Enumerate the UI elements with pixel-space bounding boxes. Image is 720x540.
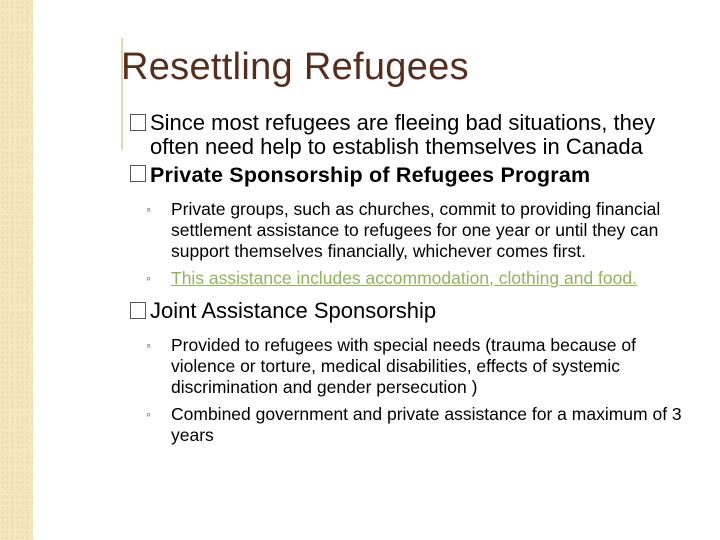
sub-bullet-text: Combined government and private assistance for a maximum of 3 years: [171, 404, 682, 445]
sub-bullet-combined-assistance: [130, 404, 700, 446]
sub-bullet-ring-icon: ◦: [146, 201, 151, 217]
bullet-text: Private Sponsorship of Refugees Program: [150, 163, 591, 187]
sub-bullet-special-needs: [130, 335, 700, 398]
sub-bullet-ring-icon: ◦: [146, 406, 151, 422]
sub-bullet-text: Provided to refugees with special needs (trauma because of violence or torture, medical disabilities, effects of systemic discrimination and gender persecution ): [171, 335, 636, 397]
bullet-joint-assistance: [130, 299, 700, 323]
bullet-box-icon: [130, 165, 146, 182]
bullet-since-most-refugees: [130, 111, 700, 159]
sub-bullet-assistance-includes: [130, 268, 700, 289]
bullet-text: Joint Assistance Sponsorship: [150, 298, 437, 323]
sub-bullet-ring-icon: ◦: [146, 270, 151, 286]
slide-content: [130, 111, 700, 456]
sub-bullet-ring-icon: ◦: [146, 337, 151, 353]
sub-bullet-private-groups: [130, 199, 700, 262]
sub-bullet-text: Private groups, such as churches, commit to providing financial settlement assistance to refugees for one year or until they can support themselves financially, whichever comes first.: [171, 199, 661, 261]
bullet-private-sponsorship: [130, 163, 700, 187]
decorative-side-strip: [0, 0, 33, 540]
bullet-group-private-sponsorship: [130, 163, 700, 289]
bullet-text: Since most refugees are fleeing bad situations, they often need help to establish themselves in Canada: [150, 110, 656, 159]
assistance-link[interactable]: This assistance includes accommodation, clothing and food.: [171, 268, 637, 288]
bullet-box-icon: [130, 302, 146, 319]
bullet-group-joint-assistance: [130, 299, 700, 446]
bullet-box-icon: [130, 114, 146, 131]
slide-title: Resettling Refugees: [121, 46, 469, 88]
